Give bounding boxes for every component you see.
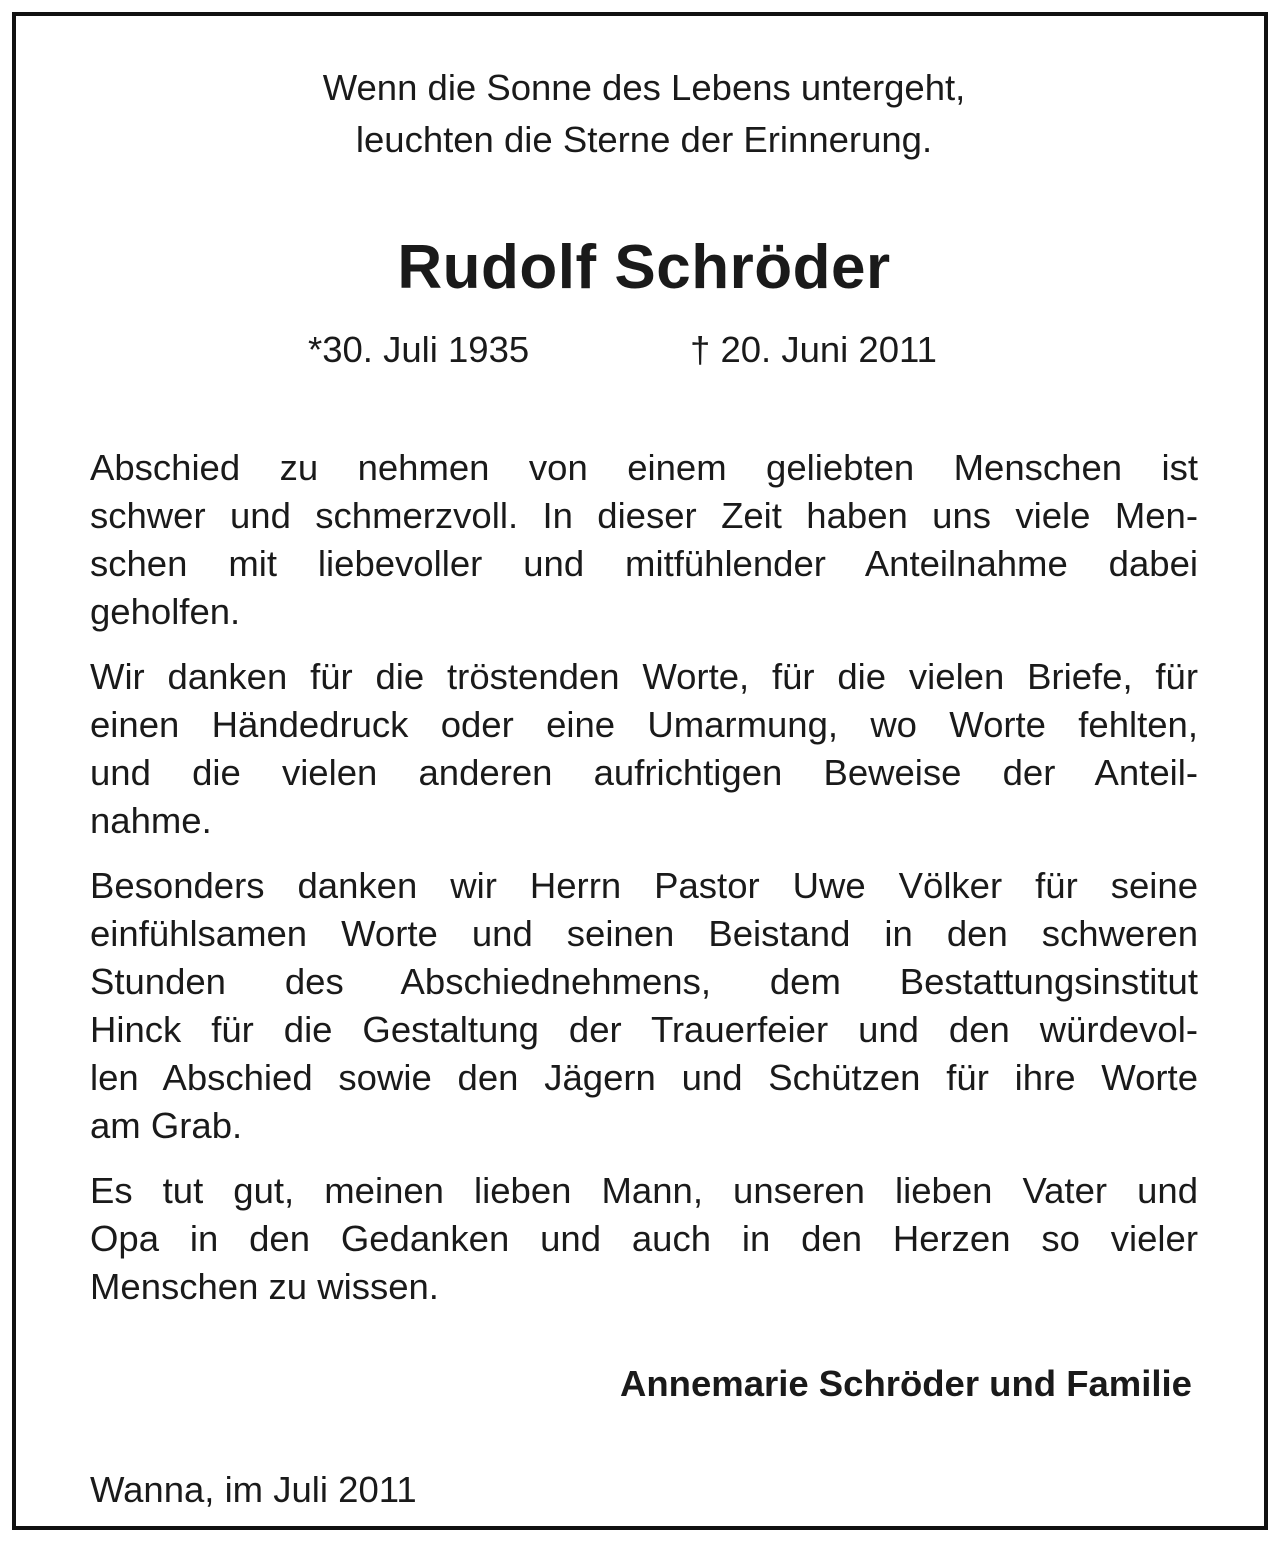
text-line: und die vielen anderen aufrichtigen Beweise der Anteil- bbox=[90, 752, 1198, 793]
text-line: Besonders danken wir Herrn Pastor Uwe Völker für seine bbox=[90, 865, 1198, 906]
text-line: Opa in den Gedanken und auch in den Herzen so vieler bbox=[90, 1218, 1198, 1259]
death-date: † 20. Juni 2011 bbox=[690, 329, 937, 370]
text-line: geholfen. bbox=[90, 591, 241, 632]
text-line: nahme. bbox=[90, 800, 212, 841]
text-line: Hinck für die Gestaltung der Trauerfeier und den würdevol- bbox=[90, 1009, 1198, 1050]
motto-line: leuchten die Sterne der Erinnerung. bbox=[355, 119, 933, 160]
text-line: Wir danken für die tröstenden Worte, für die vielen Briefe, für bbox=[90, 656, 1198, 697]
obituary-notice-frame bbox=[12, 12, 1268, 1530]
text-line: am Grab. bbox=[90, 1105, 243, 1146]
text-line: Stunden des Abschiednehmens, dem Bestattungsinstitut bbox=[90, 961, 1198, 1002]
paragraph bbox=[90, 862, 1198, 1150]
text-line: schen mit liebevoller und mitfühlender Anteilnahme dabei bbox=[90, 543, 1198, 584]
text-line: schwer und schmerzvoll. In dieser Zeit haben uns viele Men- bbox=[90, 495, 1198, 536]
text-line: Menschen zu wissen. bbox=[90, 1266, 439, 1307]
text-line: einen Händedruck oder eine Umarmung, wo Worte fehlten, bbox=[90, 704, 1198, 745]
signature: Annemarie Schröder und Familie bbox=[620, 1363, 1192, 1404]
paragraph bbox=[90, 653, 1198, 845]
motto-line: Wenn die Sonne des Lebens untergeht, bbox=[322, 67, 966, 108]
deceased-name: Rudolf Schröder bbox=[397, 233, 891, 302]
thank-you-text bbox=[90, 444, 1198, 1328]
paragraph bbox=[90, 1167, 1198, 1311]
text-line: len Abschied sowie den Jägern und Schützen für ihre Worte bbox=[90, 1057, 1198, 1098]
text-line: einfühlsamen Worte und seinen Beistand in den schweren bbox=[90, 913, 1198, 954]
text-line: Es tut gut, meinen lieben Mann, unseren lieben Vater und bbox=[90, 1170, 1198, 1211]
paragraph bbox=[90, 444, 1198, 636]
text-line: Abschied zu nehmen von einem geliebten Menschen ist bbox=[90, 447, 1198, 488]
birth-date: *30. Juli 1935 bbox=[308, 329, 530, 370]
motto-quote bbox=[16, 62, 1272, 166]
place-and-date: Wanna, im Juli 2011 bbox=[90, 1469, 417, 1510]
